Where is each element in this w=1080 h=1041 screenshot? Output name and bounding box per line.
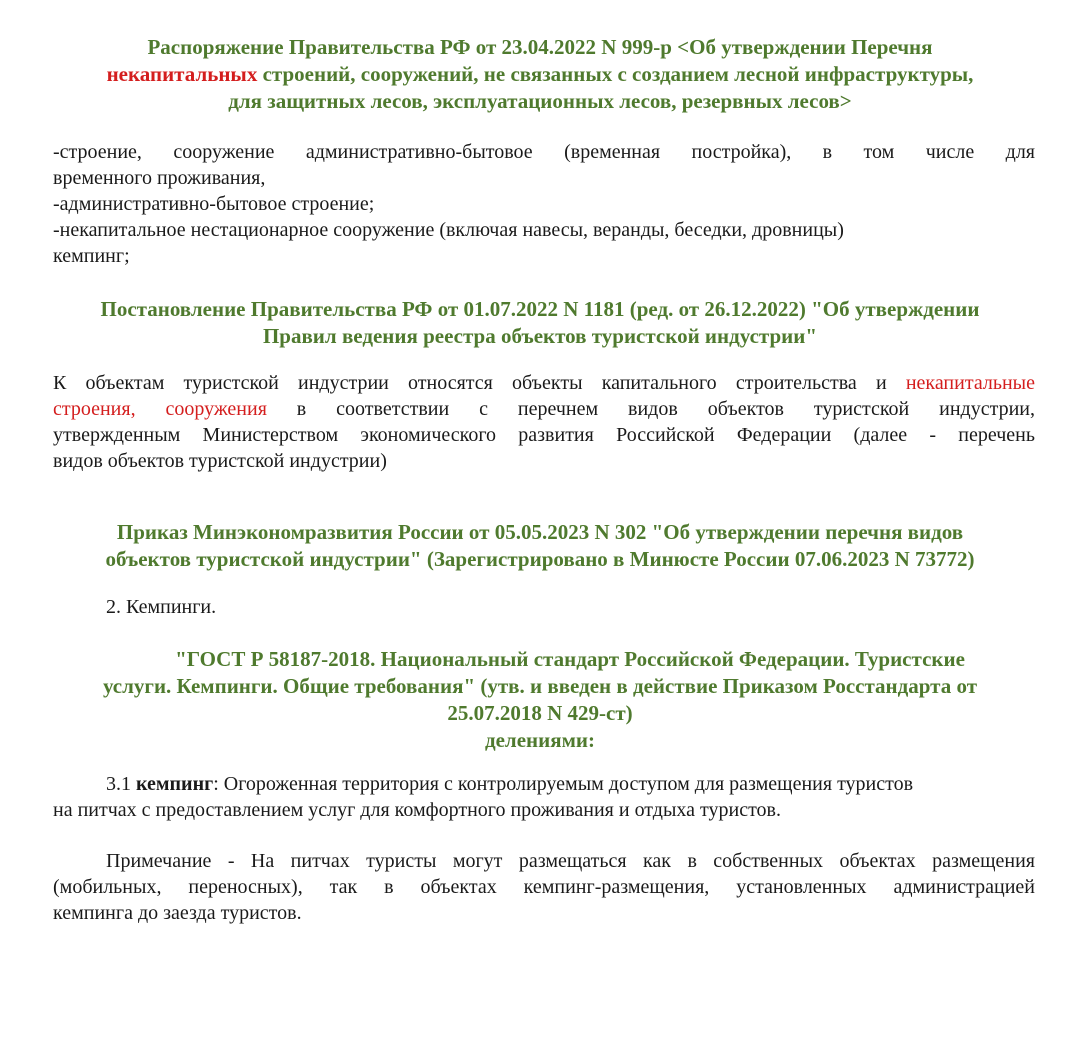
- paragraph-line: утвержденным Министерством экономического развития Российской Федерации (далее - перечень: [53, 424, 1035, 446]
- section1-heading-line3: для защитных лесов, эксплуатационных лесов, резервных лесов>: [228, 89, 852, 113]
- note-paragraph: [53, 848, 1035, 926]
- section2-heading-line2: Правил ведения реестра объектов туристской индустрии": [262, 324, 818, 348]
- list-item: 2. Кемпинги.: [106, 596, 217, 618]
- section3-heading: [40, 519, 1040, 573]
- section3-heading-line1: Приказ Минэкономразвития России от 05.05.2023 N 302 "Об утверждении перечня видов: [116, 520, 964, 544]
- highlight-term: строения, сооружения: [53, 398, 267, 420]
- section4-heading-line3: 25.07.2018 N 429-ст): [447, 701, 633, 725]
- section1-list: [53, 139, 1035, 269]
- list-item: -некапитальное нестационарное сооружение (включая навесы, веранды, беседки, дровницы): [53, 219, 844, 241]
- paragraph-text: в соответствии с перечнем видов объектов туристской индустрии,: [266, 398, 1035, 420]
- definition-paragraph: [53, 771, 1035, 823]
- list-item: -строение, сооружение административно-бытовое (временная постройка), в том числе для: [53, 141, 1035, 163]
- list-item: временного проживания,: [53, 167, 266, 189]
- highlight-term: некапитальных: [106, 62, 258, 86]
- paragraph-line: кемпинга до заезда туристов.: [53, 902, 302, 924]
- paragraph-line: (мобильных, переносных), так в объектах кемпинг-размещения, установленных администрацией: [53, 876, 1035, 898]
- section1-heading-line2-rest: строений, сооружений, не связанных с созданием лесной инфраструктуры,: [257, 62, 974, 86]
- paragraph-text: К объектам туристской индустрии относятся объекты капитального строительства и: [53, 372, 906, 394]
- paragraph-line: [53, 771, 1035, 797]
- definition-term: кемпинг: [136, 773, 214, 795]
- section4-heading-line2: услуги. Кемпинги. Общие требования" (утв. и введен в действие Приказом Росстандарта от: [102, 674, 978, 698]
- list-item: кемпинг;: [53, 245, 130, 267]
- list-item: -административно-бытовое строение;: [53, 193, 375, 215]
- section1-heading-line1: Распоряжение Правительства РФ от 23.04.2022 N 999-р <Об утверждении Перечня: [147, 35, 933, 59]
- paragraph-line: на питчах с предоставлением услуг для комфортного проживания и отдыха туристов.: [53, 799, 781, 821]
- paragraph-line: [53, 370, 1035, 396]
- section1-heading-line2: [40, 61, 1040, 88]
- paragraph-line: [53, 396, 1035, 422]
- section4-heading-line1: "ГОСТ Р 58187-2018. Национальный стандарт Российской Федерации. Туристские: [175, 647, 965, 671]
- definition-number: 3.1: [106, 773, 136, 795]
- section3-item: [106, 594, 1006, 620]
- paragraph-line: Примечание - На питчах туристы могут размещаться как в собственных объектах размещения: [106, 850, 1035, 872]
- section3-heading-line2: объектов туристской индустрии" (Зарегистрировано в Минюсте России 07.06.2023 N 73772): [105, 547, 975, 571]
- section1-heading: [40, 34, 1040, 115]
- paragraph-line: видов объектов туристской индустрии): [53, 450, 387, 472]
- section2-heading-line1: Постановление Правительства РФ от 01.07.2022 N 1181 (ред. от 26.12.2022) "Об утверждении: [100, 297, 980, 321]
- section2-paragraph: [53, 370, 1035, 474]
- paragraph-text: : Огороженная территория с контролируемым доступом для размещения туристов: [213, 773, 914, 795]
- section4-heading: [40, 646, 1040, 754]
- highlight-term: некапитальные: [905, 372, 1035, 394]
- section4-heading-line4: делениями:: [484, 728, 595, 752]
- section2-heading: [40, 296, 1040, 350]
